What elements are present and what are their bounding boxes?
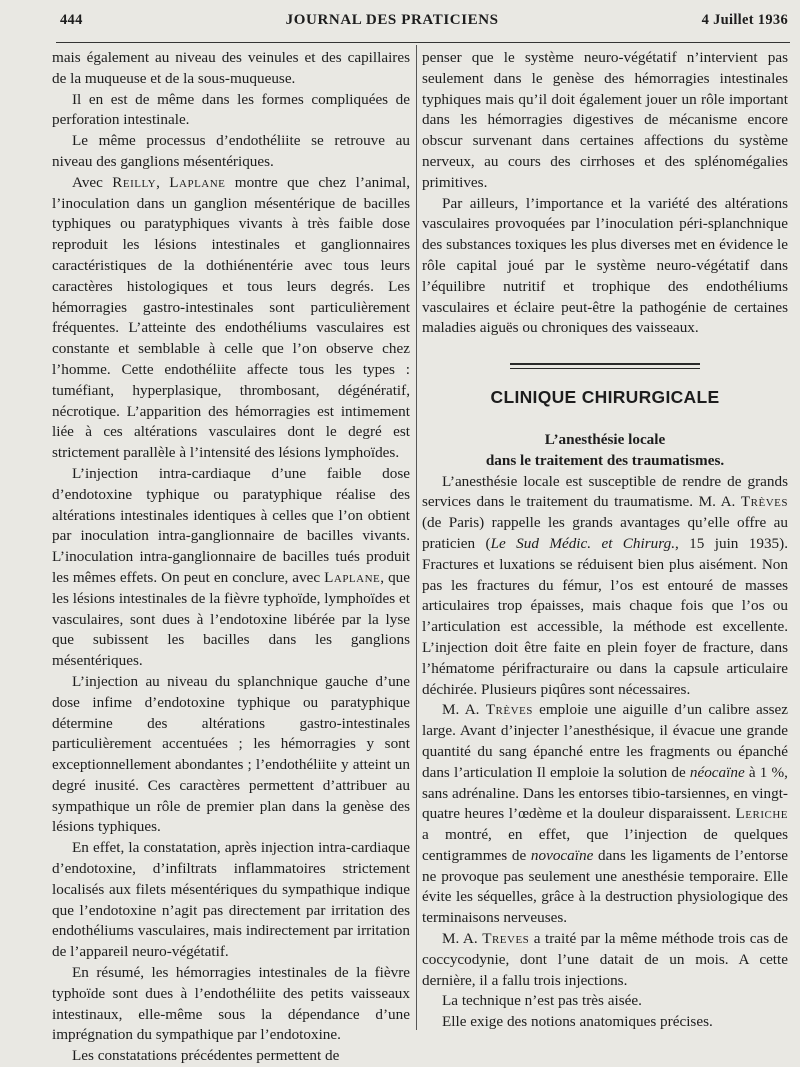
author-name: Laplane [169, 173, 226, 191]
page-number: 444 [60, 12, 83, 28]
paragraph: penser que le système neuro-végétatif n’intervient pas seulement dans le genèse des hémorragies intestinales typhiques mais qu’il doit également jouer un rôle important dans les hémorragies digestives de mécanisme encore obscur survenant dans certaines affections du système nerveux, au cours des cirrhoses et des splénomégalies primitives. [422, 49, 788, 191]
article-title-line-2: dans le traitement des traumatismes. [485, 451, 725, 469]
left-column [52, 48, 410, 1067]
drug-name: néocaïne [689, 763, 745, 781]
author-name: Reilly [112, 173, 157, 191]
paragraph: Il en est de même dans les formes compliquées de perforation intestinale. [52, 90, 410, 129]
header-rule [56, 42, 790, 43]
text-run: emploie une aiguille d’un calibre assez large. Avant d’injecter l’anesthésique, il évacue une grande quantité du sang épanché entre les fragments ou épanché dans l’articulation Il emploie la solution de [422, 701, 789, 781]
paragraph [422, 700, 788, 929]
text-run: (de Paris) rappelle les grands avantages qu’elle offre au praticien ( [422, 514, 788, 552]
column-divider [416, 45, 417, 1030]
article-title-line-1: L’anesthésie locale [544, 430, 666, 448]
text-run: , [156, 173, 170, 191]
paragraph: Elle exige des notions anatomiques précises. [442, 1013, 713, 1031]
text-run: montre que chez l’animal, l’inoculation dans un ganglion mésentérique de bacilles typhiques ou paratyphiques vivants à très faible dose reproduit les lésions intestinales et ganglionnaires caractéristiques de la dothiénentérie avec tous leurs caractères histologiques et tous leurs degrés. Les hémorragies gastro-intestinales sont particulièrement fréquentes. L’atteinte des endothéliums vasculaires est constante et semblable à celle que l’on observe chez l’homme. Cette endothéliite affecte tous les types : tuméfiant, hyperplasique, thrombosant, dégénératif, nécrotique. L’apparition des hémorragies est intimement liée à ces altérations vasculaires dont le degré est strictement parallèle à l’intensité des lésions lymphoïdes. [52, 173, 410, 462]
paragraph [422, 929, 788, 991]
paragraph: En résumé, les hémorragies intestinales de la fièvre typhoïde sont dues à l’endothéliite des petits vaisseaux intestinaux, elle-même sous la dépendance d’une imprégnation du sympathique par l’endotoxine. [52, 964, 410, 1044]
paragraph: En effet, la constatation, après injection intra-cardiaque d’endotoxine, d’infiltrats inflammatoires strictement localisés aux filets mésentériques du sympathique indique que l’endotoxine n’agit pas directement par irritation des endothéliums vasculaires, mais indirectement par irritation de l’appareil neuro-végétatif. [52, 839, 410, 961]
journal-citation: Le Sud Médic. et Chirurg. [490, 534, 675, 552]
paragraph [52, 173, 410, 464]
author-name: Trèves [485, 701, 533, 719]
text-run: L’injection intra-cardiaque d’une faible dose d’endotoxine typhique ou paratyphique réalise des altérations intestinales identiques à celles que l’on obtient par inoculation intra-ganglionnaire de bacilles vivants. L’inoculation intra-ganglionnaire de bacilles tués produit les mêmes effets. On peut en conclure, avec [52, 464, 410, 586]
paragraph: Par ailleurs, l’importance et la variété des altérations vasculaires provoquées par l’inoculation péri-splanchnique des substances toxiques les plus diverses met en évidence le rôle capital joué par le système neuro-végétatif dans l’équilibre nutritif et trophique des endothéliums vasculaires et éclaire peut-être la pathogénie de certaines maladies aiguës ou chroniques des vaisseaux. [422, 194, 788, 337]
text-run: , 15 juin 1935). Fractures et luxations se réduisent bien plus aisément. Non pas les fractures du fémur, l’os est entouré de masses articulaires trop épaisses, mais chaque fois que l’os ou l’articulation est accessible, la méthode est excellente. L’injection doit être faite en plein foyer de fracture, dans l’hématome périfracturaire ou dans la capsule articulaire déchirée. Plusieurs piqûres sont nécessaires. [422, 534, 789, 698]
paragraph: Les constatations précédentes permettent de [72, 1047, 340, 1065]
text-run: a montré, en effet, que l’injection de quelques centigrammes de [422, 826, 788, 864]
text-run: L’anesthésie locale est susceptible de rendre de grands services dans le traitement du traumatisme. M. A. [422, 472, 788, 511]
paragraph [422, 472, 788, 701]
paragraph: Le même processus d’endothéliite se retrouve au niveau des ganglions mésentériques. [52, 132, 410, 170]
right-column [422, 48, 788, 1033]
text-run: Avec [72, 173, 113, 191]
paragraph [52, 464, 410, 672]
author-name: Laplane [324, 568, 381, 586]
issue-date: 4 Juillet 1936 [701, 12, 788, 28]
text-run: M. A. [442, 930, 483, 948]
section-heading: CLINIQUE CHIRURGICALE [490, 387, 720, 408]
drug-name: novocaïne [530, 846, 594, 864]
author-name: Leriche [735, 805, 788, 823]
running-header [60, 12, 788, 42]
text-run: à 1 %, sans adrénaline. Dans les entorses tibio-tarsiennes, en vingt-quatre heures l’œdème et la douleur disparaissent. [422, 763, 788, 823]
text-run: M. A. [442, 701, 486, 719]
section-rule [510, 363, 700, 369]
author-name: Treves [482, 930, 530, 948]
text-run: dans les ligaments de l’entorse ne provoque pas seulement une anesthésie temporaire. Elle évite les séquelles, grâce à la destruction physiologique des terminaisons nerveuses. [422, 846, 788, 927]
journal-title: JOURNAL DES PRATICIENS [285, 12, 499, 28]
text-run: , que les lésions intestinales de la fièvre typhoïde, lymphoïdes et vasculaires, sont dues à l’endotoxine libérée par la lyse que subissent les bacilles dans les ganglions mésentériques. [52, 568, 410, 670]
paragraph: mais également au niveau des veinules et des capillaires de la muqueuse et de la sous-muqueuse. [52, 49, 410, 87]
paragraph: L’injection au niveau du splanchnique gauche d’une dose infime d’endotoxine typhique ou paratyphique détermine des altérations gastro-intestinales particulièrement accentuées ; les hémorragies y sont exceptionnellement abondantes ; l’endothéliite y atteint un degré inusité. Ces caractères permettent d’attribuer au sympathique un rôle de premier plan dans la genèse des lésions typhiques. [52, 672, 410, 836]
paragraph: La technique n’est pas très aisée. [442, 992, 642, 1010]
text-run: a traité par la même méthode trois cas de coccycodynie, dont l’une datait de un mois. A cette dernière, il a fallu trois injections. [422, 930, 788, 989]
author-name: Trèves [740, 493, 788, 511]
